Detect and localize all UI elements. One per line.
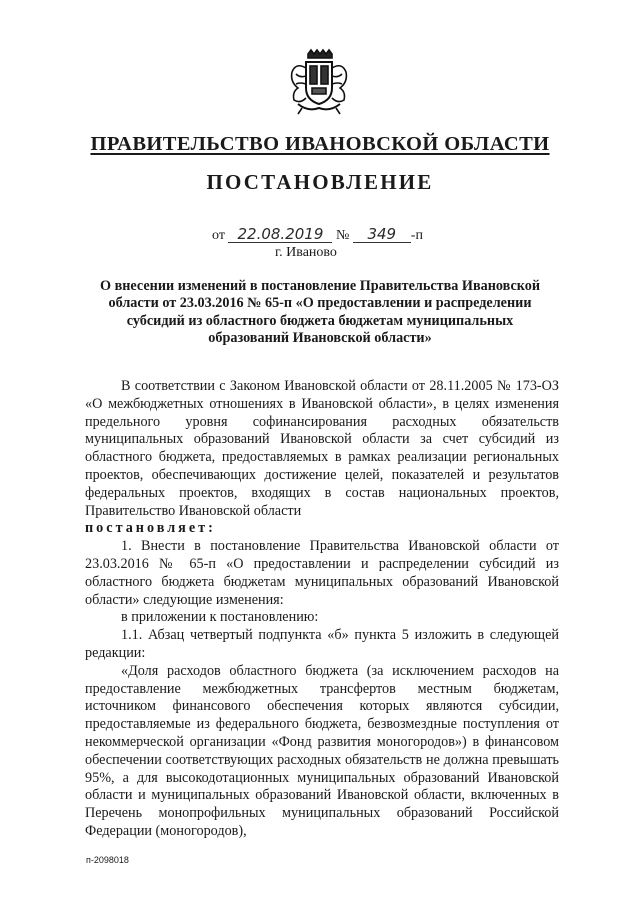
government-title: ПРАВИТЕЛЬСТВО ИВАНОВСКОЙ ОБЛАСТИ: [90, 133, 550, 155]
handwritten-number: 349: [353, 226, 411, 243]
document-body: [85, 378, 559, 841]
number-sign: №: [335, 228, 350, 243]
date-number-line: [212, 226, 423, 244]
decree-word: постановляет:: [85, 520, 216, 537]
handwritten-date: 22.08.2019: [228, 226, 332, 243]
number-suffix: -п: [410, 228, 423, 243]
document-type: ПОСТАНОВЛЕНИЕ: [206, 170, 434, 194]
paragraph-quote: «Доля расходов областного бюджета (за исключением расходов на предоставление межбюджетных трансфертов местным бюджетам, источником финансового обеспечения которых являются субсидии, предоставляемые из федерального бюджета, безвозмездные поступления от некоммерческой организации «Фонд развития моногородов») в финансовом обеспечении соответствующих расходных обязательств не должна превышать 95%, а для высокодотационных муниципальных образований Ивановской области и муниципальных образований Ивановской области, включенных в Перечень монопрофильных муниципальных образований Российской Федерации (моногородов),: [85, 662, 559, 839]
date-prefix: от: [212, 228, 225, 243]
city: г. Иваново: [275, 245, 337, 260]
document-code: п-2098018: [86, 855, 129, 865]
coat-of-arms-emblem: [288, 48, 350, 116]
document-title: О внесении изменений в постановление Правительства Ивановской области от 23.03.2016 № 65-п «О предоставлении и распределении субсидий из областного бюджета бюджетам муниципальных образований Ивановской области»: [100, 278, 540, 347]
paragraph-item-1: 1. Внести в постановление Правительства Ивановской области от 23.03.2016 № 65-п «О предоставлении и распределении субсидий из областного бюджета бюджетам муниципальных образований Ивановской области» следующие изменения:: [85, 538, 559, 608]
paragraph-appendix: в приложении к постановлению:: [121, 609, 319, 626]
paragraph-item-1-1: 1.1. Абзац четвертый подпункта «б» пункта 5 изложить в следующей редакции:: [85, 627, 559, 661]
paragraph-preamble: В соответствии с Законом Ивановской области от 28.11.2005 № 173-ОЗ «О межбюджетных отношениях в Ивановской области», в целях изменения предельного уровня софинансирования расходных обязательств муниципальных образований Ивановской области за счет субсидий из областного бюджета, предоставляемых в рамках реализации региональных проектов, обеспечивающих достижение целей, показателей и результатов федеральных проектов, входящих в состав национальных проектов, Правительство Ивановской области: [85, 378, 559, 519]
